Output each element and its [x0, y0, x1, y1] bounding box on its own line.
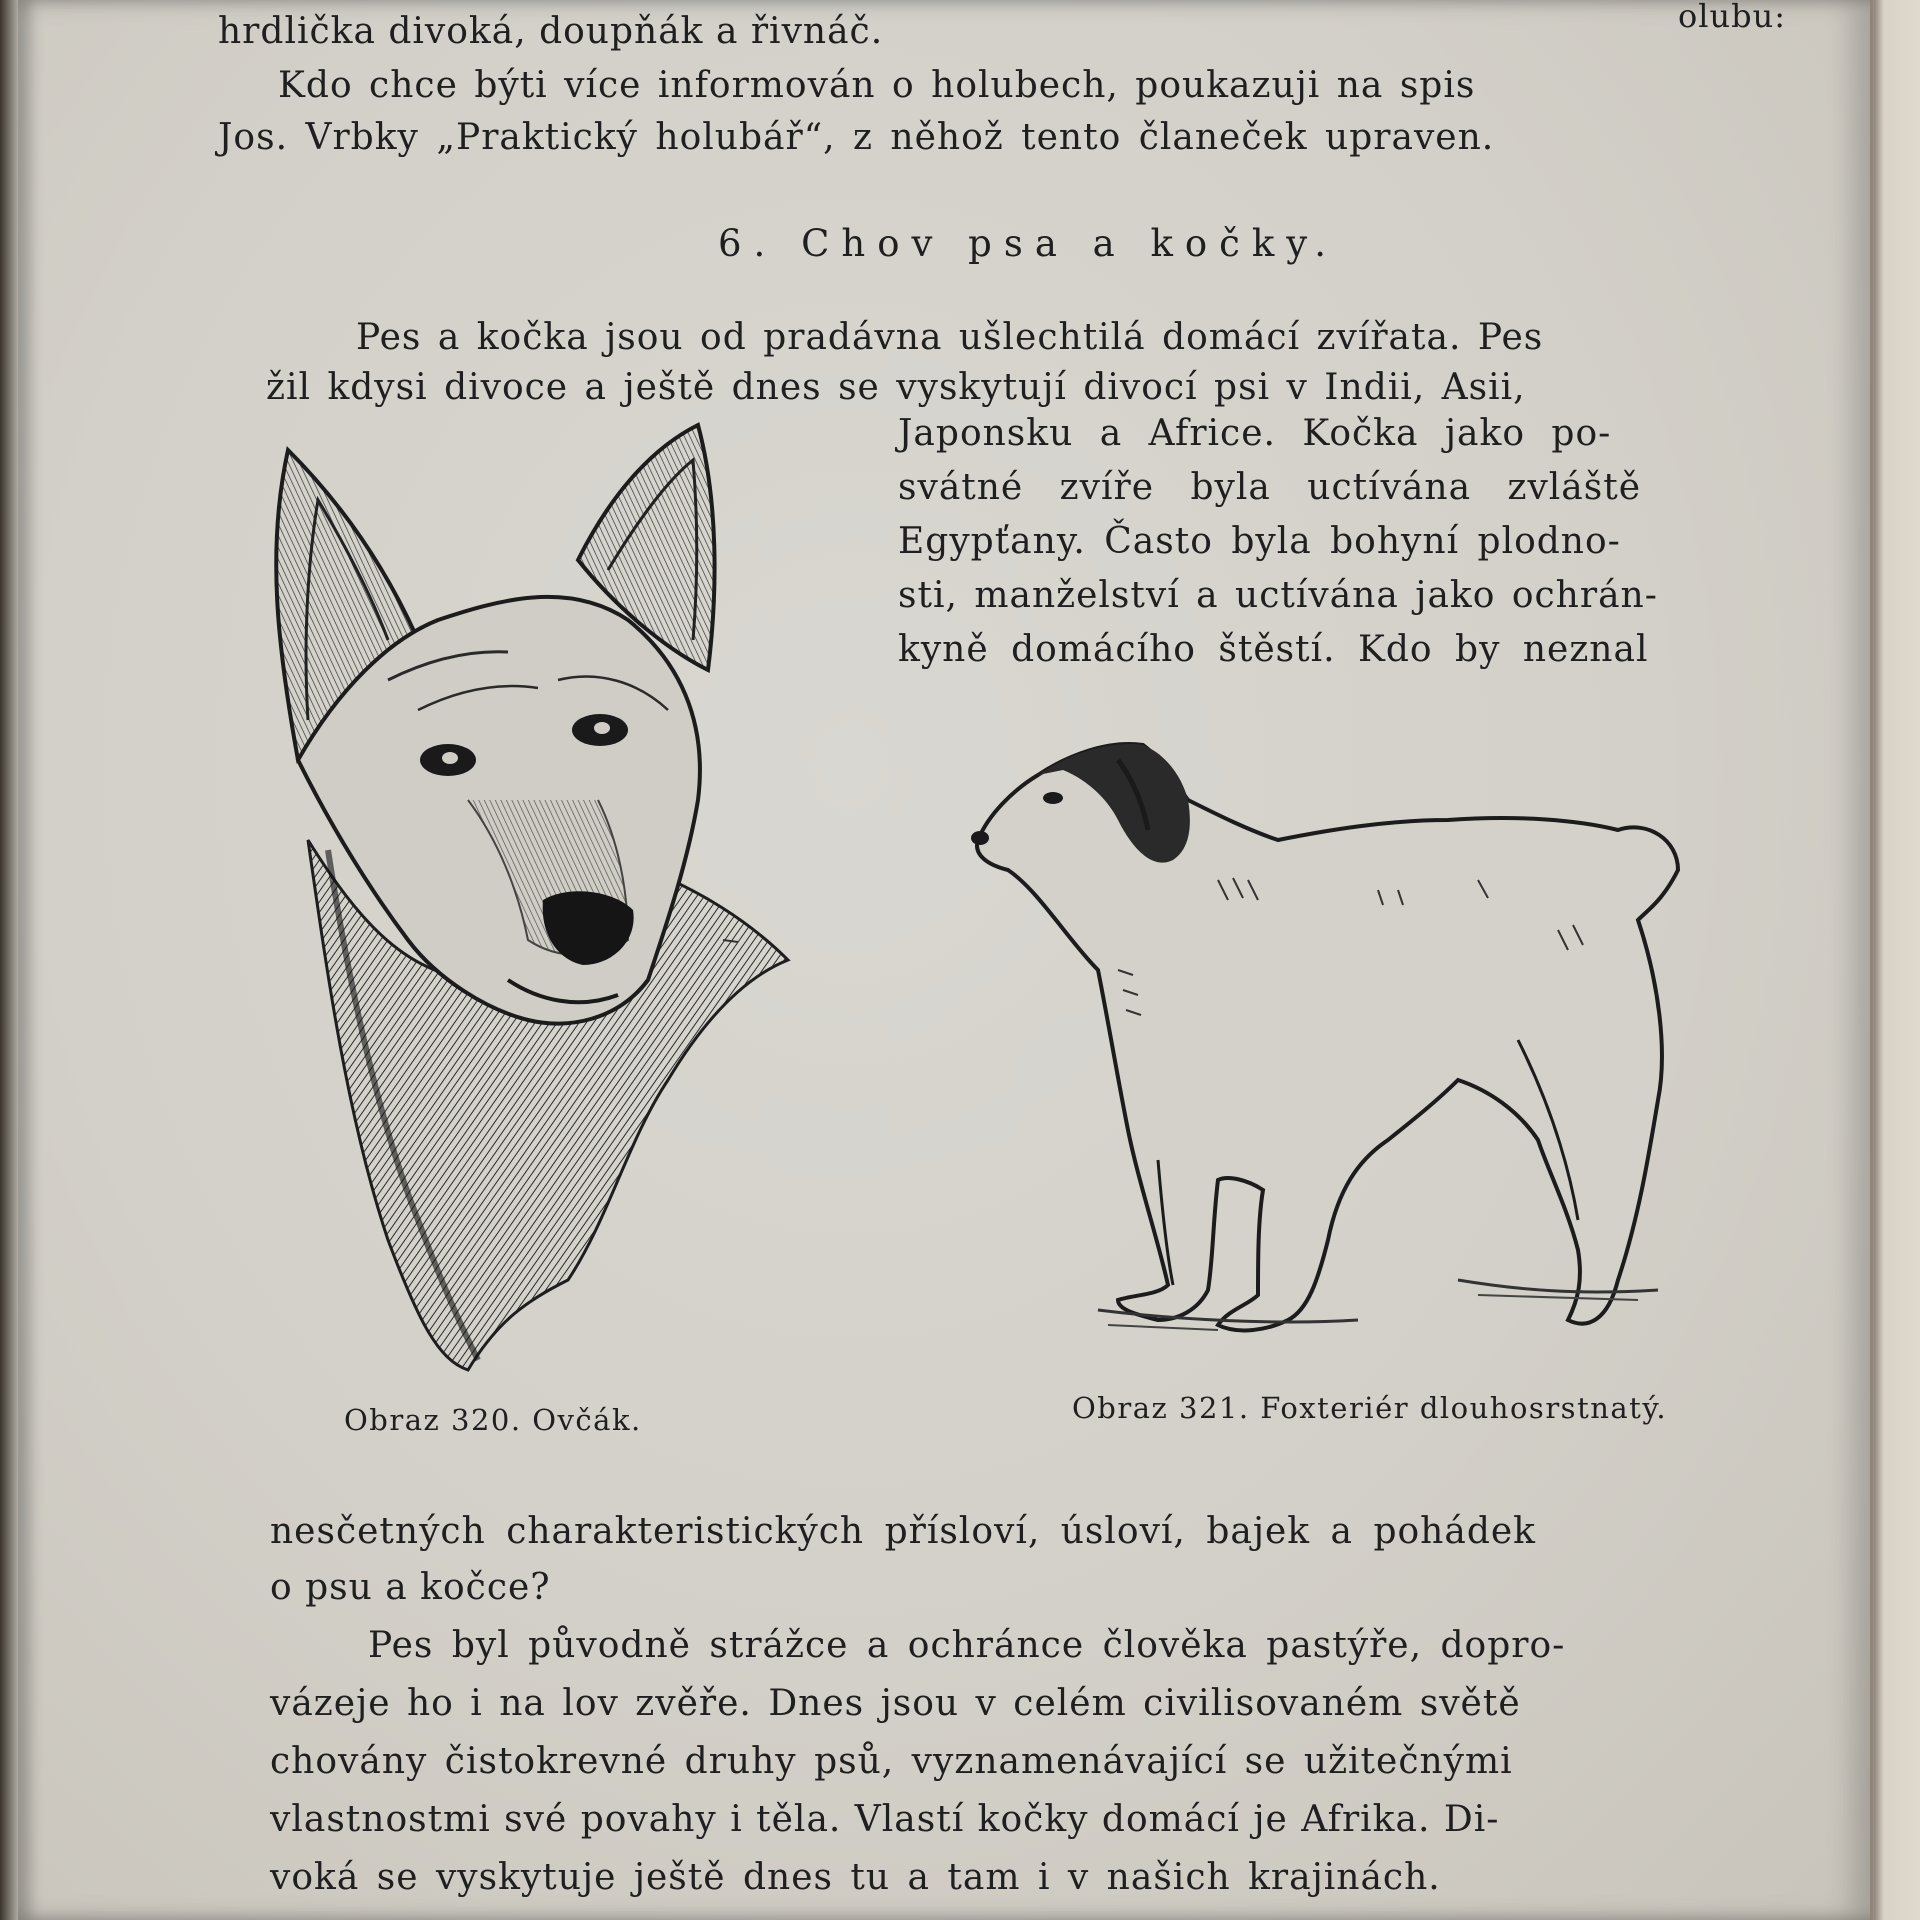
caption-figure-321: Obraz 321. Foxteriér dlouhosrstnatý. [1072, 1391, 1668, 1425]
foxterrier-illustration [958, 720, 1758, 1360]
shepherd-dog-illustration [268, 420, 828, 1380]
section-heading: 6. Chov psa a kočky. [718, 222, 1339, 265]
bottom-line-7: voká se vyskytuje ještě dnes tu a tam i v našich krajinách. [270, 1857, 1441, 1898]
right-column-line-1: Japonsku a Africe. Kočka jako po- [898, 413, 1612, 454]
bottom-line-1: nesčetných charakteristických přísloví, úsloví, bajek a pohádek [270, 1511, 1536, 1552]
caption-figure-320: Obraz 320. Ovčák. [344, 1403, 642, 1437]
top-right-cut-text: olubu: [1678, 0, 1786, 35]
top-line-1: hrdlička divoká, doupňák a řivnáč. [218, 11, 884, 52]
right-column-line-3: Egypťany. Často byla bohyní plodno- [898, 521, 1621, 562]
intro-line-1: Pes a kočka jsou od pradávna ušlechtilá domácí zvířata. Pes [356, 317, 1544, 358]
right-column-line-4: sti, manželství a uctívána jako ochrán- [898, 575, 1658, 616]
bottom-line-2: o psu a kočce? [270, 1567, 551, 1608]
bottom-line-3: Pes byl původně strážce a ochránce člověka pastýře, dopro- [368, 1625, 1566, 1666]
bottom-line-6: vlastnostmi své povahy i těla. Vlastí kočky domácí je Afrika. Di- [270, 1799, 1500, 1840]
bottom-line-4: vázeje ho i na lov zvěře. Dnes jsou v celém civilisovaném světě [270, 1683, 1521, 1724]
right-column-line-2: svátné zvíře byla uctívána zvláště [898, 467, 1642, 508]
bottom-line-5: chovány čistokrevné druhy psů, vyznamenávající se užitečnými [270, 1741, 1513, 1782]
intro-line-2: žil kdysi divoce a ještě dnes se vyskytují divocí psi v Indii, Asii, [266, 367, 1526, 408]
book-page [18, 0, 1870, 1920]
top-line-3: Jos. Vrbky „Praktický holubář“, z něhož tento članeček upraven. [218, 117, 1495, 158]
adjacent-page-edge [1874, 0, 1920, 1920]
right-column-line-5: kyně domácího štěstí. Kdo by neznal [898, 629, 1649, 670]
top-line-2: Kdo chce býti více informován o holubech, poukazuji na spis [278, 65, 1476, 106]
